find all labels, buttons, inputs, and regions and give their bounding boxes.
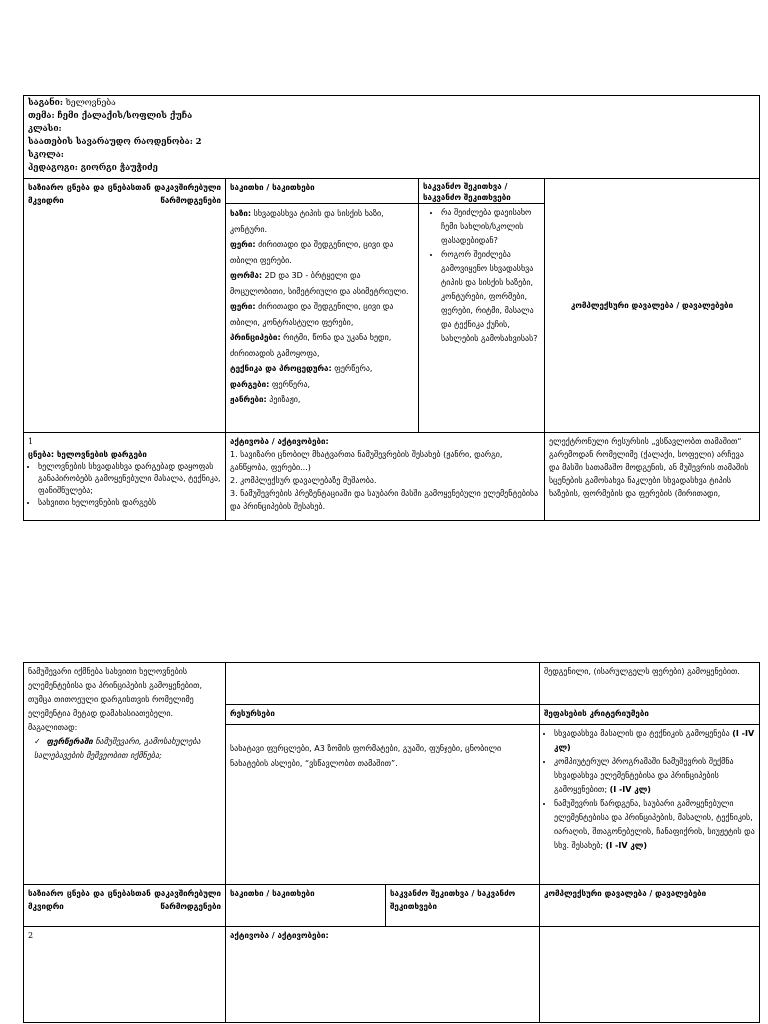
school-line: სკოლა: <box>28 150 64 160</box>
topic-line: დარგები: ფერწერა, <box>230 379 311 389</box>
activity-line: 2. კომპლექსურ დავალებაზე მუშაობა. <box>230 476 377 485</box>
cont-check-item: ✓ ფერწერაში ნამუშევარი, გამოსახულება სალებავების მეშვეობით იქმნება; <box>34 737 201 760</box>
task-title: კომპლექსური დავალება / დავალებები <box>570 301 734 310</box>
page-2 <box>0 660 768 1024</box>
row1-concept-cell <box>24 433 226 521</box>
criteria-title: შეფასების კრიტერიუმები <box>540 705 759 725</box>
key-questions-column-header: საკვანძო შეკითხვა / საკვანძო შეკითხვები <box>419 179 544 204</box>
header-info <box>24 96 760 179</box>
subject-line: საგანი: ხელოვნება <box>28 98 116 108</box>
row2-task-cell <box>540 927 760 1023</box>
row1-activity-cell <box>226 433 545 521</box>
row2-activity-cell <box>226 927 540 1023</box>
resources-cell <box>226 705 540 885</box>
key-questions-cell <box>419 179 545 433</box>
cont-concept-cell <box>24 663 226 885</box>
concept-item: • სახვითი ხელოვნების დარგებს <box>38 497 221 509</box>
topic-line: ფორმა: 2D და 3D - ბრტყელი და მოცულობითი, სიმეტრიული და ასიმეტრიული. <box>230 271 409 296</box>
theme-line: თემა: ჩემი ქალაქის/სოფლის ქუჩა <box>28 111 193 121</box>
activity-title: აქტივობა / აქტივობები: <box>230 437 329 446</box>
criteria-list <box>540 725 759 855</box>
row1-concept-label: ცნება: ხელოვნების დარგები <box>28 450 147 459</box>
topic-line: ფერი: ძირითადი და შედგენილი, ცივი და თბილი, კონტრასტული ფერები, <box>230 302 394 327</box>
questions-column-header: საკითხი / საკითხები <box>226 179 418 204</box>
row2-concept-cell <box>24 927 226 1023</box>
row1-concept-list <box>28 461 221 509</box>
activity-title-2: აქტივობა / აქტივობები: <box>230 931 329 940</box>
key-questions-list <box>419 204 544 348</box>
resources-text: სახატავი ფურცლები, A3 ზომის ფორმატები, გუაში, ფუნჯები, ცნობილი ნახატების ასლები, “ვსწავლობთ თამაშით”. <box>230 744 502 768</box>
key-question: • რა შეიძლება დაეისახო ჩემი სახლის/სკოლის ფასადებიდან? <box>441 206 540 248</box>
resource-description: ელექტრონული რესურსის „ვსწავლობთ თამაშით“ გარემოდან რომელიმე (ქალაქი, სოფელი) არჩევა და მასში სათამაშო მოდგენის, ან მუშევრის თამაშის სცენების გამოსახვა ნაკლები სხვადასხვა ტიპის ხაზების, ფორმების და ფერების (მირითადი, <box>549 437 749 498</box>
cont-empty-cell <box>226 663 540 705</box>
concept-item: • ხელოვნების სხვადასხვა დარგებად დაყოფას განაპირობებს გამოყენებული მასალა, ტექნიკა, ფანიშნულება; <box>38 461 221 497</box>
task-cell <box>545 179 760 433</box>
concept-column-header: საზიარო ცნება და ცნებასთან დაკავშირებული მკვიდრი წარმოდგენები <box>28 183 221 205</box>
topics-list <box>226 204 418 410</box>
cont-right-text: შედგენილი, (ისარულგელს ფერები) გამოყენებით. <box>544 667 740 676</box>
lesson-plan-table-1 <box>23 95 760 521</box>
row-number-2: 2 <box>28 931 34 940</box>
class-line: კლასი: <box>28 124 62 134</box>
cont-right-cell <box>540 663 760 705</box>
topic-line: ხაზი: სხვადასხვა ტიპის და სისქის ხაზი, კონტური. <box>230 209 384 234</box>
checkmark-icon: ✓ <box>34 737 41 746</box>
topic-line: პრინციპები: რიტმი, წონა და უკანა ხედი, ძირითადის გამოყოფა, <box>230 333 392 358</box>
concept-column-header-2: საზიარო ცნება და ცნებასთან დაკავშირებული მკვიდრი წარმოდგენები <box>28 889 221 911</box>
topics-cell <box>226 179 419 433</box>
topic-line: ტექნიკა და პროცედურა: ფერწერა, <box>230 364 373 373</box>
criterion: • კომპიუტერულ პროგრამაში ნამუშევრის შექმნა სხვადასხვა ელემენტებისა და პრინციპების გამოყენებით; (I -IV კლ) <box>554 755 755 797</box>
lesson-plan-table-2 <box>23 662 760 1023</box>
resources-title: რესურსები <box>226 705 539 725</box>
hours-line: საათების სავარაუდო რაოდენობა: 2 <box>28 137 202 147</box>
topic-line: ფერი: ძირითადი და შედგენილი, ცივი და თბილი ფერები. <box>230 240 394 265</box>
concept-header-cell-2 <box>24 885 226 927</box>
cont-concept-text: ნამუშევარი იქმნება სახვითი ხელოვნების ელემენტებისა და პრინციპების გამოყენებით, თუმცა თითოეული დარგისთვის რომელიმე ელემენტია მეტად დამახასიათებელი. მაგალითად: <box>28 667 203 732</box>
activity-line: 1. სავიზარი ცნობილ მხატვართა ნამუშევრების შესახებ (ჟანრი, დარგი, განწყობა, ფერები...) <box>230 450 503 472</box>
questions-header-cell-2: საკითხი / საკითხები <box>226 885 386 927</box>
key-question: • როგორ შეიძლება გამოვიყენო სხვადასხვა ტიპის და სისქის ხაზები, კონტურები, ფორმები, ფერები, რიტმი, მასალა და ტექნიკა ქუჩის, სახლების გამოსახვისას? <box>441 248 540 346</box>
task-header-cell-2: კომპლექსური დავალება / დავალებები <box>540 885 760 927</box>
criterion: • ნამუშევრის წარდგენა, საუბარი გამოყენებული ელემენტებისა და პრინციპების, მასალის, ტექნიკის, იარაღის, შთაგონებელის, ჩანაფიქრის, სიუჟეტის და სხვ. შესახებ; (I -IV კლ) <box>554 797 755 853</box>
criteria-cell <box>540 705 760 885</box>
row1-resource-cell <box>545 433 760 521</box>
activity-line: 3. ნამუშევრების პრეზენტაციაში და საუბარი მასში გამოყენებული ელემენტებისა და პრინციპების შესახებ. <box>230 489 539 511</box>
row-number: 1 <box>28 437 34 446</box>
concept-header-cell <box>24 179 226 433</box>
key-questions-header-cell-2: საკვანძო შეკითხვა / საკვანძო შეკითხვები <box>386 885 540 927</box>
topic-line: ჟანრები: პეიზაჟი, <box>230 395 301 404</box>
criterion: • სხვადასხვა მასალის და ტექნიკის გამოყენება (I -IV კლ) <box>554 727 755 755</box>
teacher-line: პედაგოგი: გიორგი ჭაუჭიძე <box>28 163 158 173</box>
